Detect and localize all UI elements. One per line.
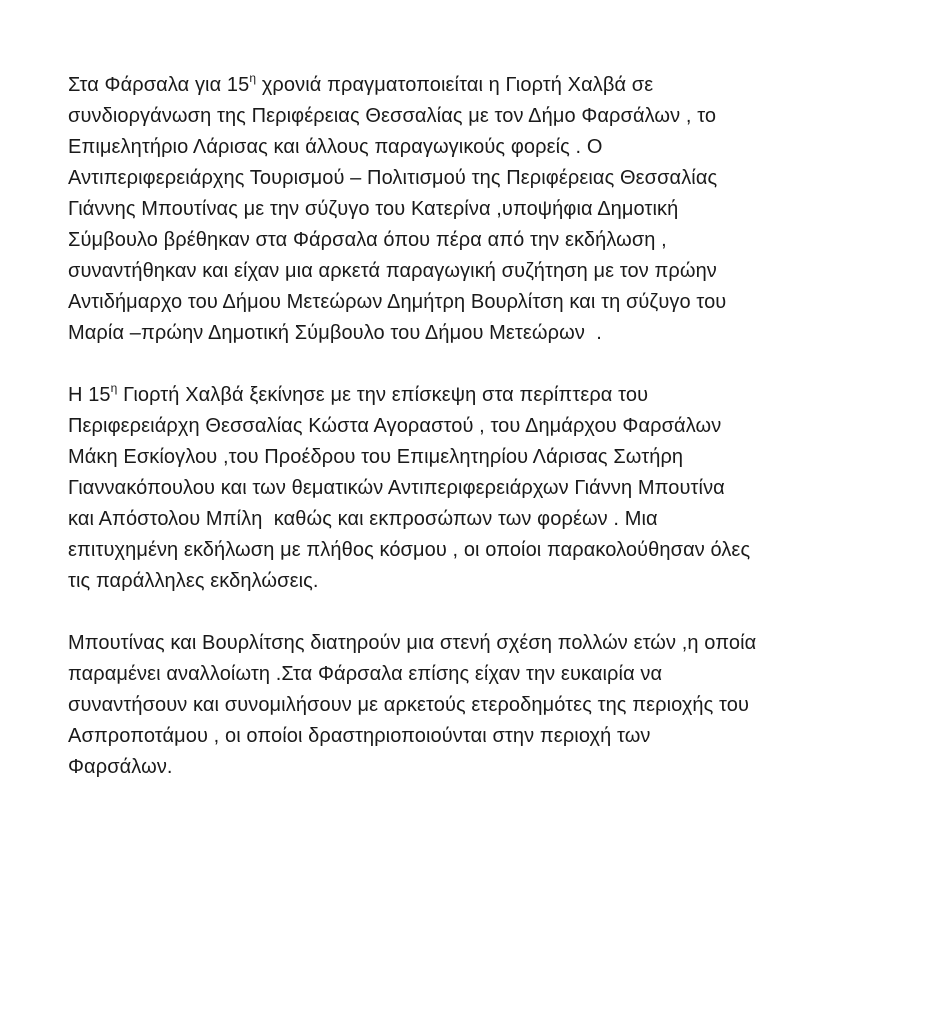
ordinal-superscript: η — [110, 381, 118, 395]
text-line: Ασπροποτάμου , οι οποίοι δραστηριοποιούνται στην περιοχή των — [68, 725, 651, 747]
text-line: Σύμβουλο βρέθηκαν στα Φάρσαλα όπου πέρα από την εκδήλωση , — [68, 229, 667, 251]
text-line: Μαρία –πρώην Δημοτική Σύμβουλο του Δήμου Μετεώρων . — [68, 322, 602, 344]
text-segment: Στα Φάρσαλα για 15 — [68, 74, 250, 96]
text-line: συνδιοργάνωση της Περιφέρειας Θεσσαλίας με τον Δήμο Φαρσάλων , το — [68, 105, 717, 127]
text-segment: Γιορτή Χαλβά ξεκίνησε με την επίσκεψη στα περίπτερα του — [117, 384, 649, 406]
text-line — [68, 70, 868, 101]
text-line: συναντήσουν και συνομιλήσουν με αρκετούς ετεροδημότες της περιοχής του — [68, 694, 750, 716]
text-line: Περιφερειάρχη Θεσσαλίας Κώστα Αγοραστού , του Δημάρχου Φαρσάλων — [68, 415, 722, 437]
text-line: Αντιδήμαρχο του Δήμου Μετεώρων Δημήτρη Βουρλίτση και τη σύζυγο του — [68, 291, 727, 313]
paragraph-2 — [68, 380, 868, 597]
text-line: Αντιπεριφερειάρχης Τουρισμού – Πολιτισμού της Περιφέρειας Θεσσαλίας — [68, 167, 718, 189]
text-line: Επιμελητήριο Λάρισας και άλλους παραγωγικούς φορείς . Ο — [68, 136, 603, 158]
text-line: και Απόστολου Μπίλη καθώς και εκπροσώπων των φορέων . Μια — [68, 508, 658, 530]
text-line — [68, 380, 868, 411]
text-segment: χρονιά πραγματοποιείται η Γιορτή Χαλβά σε — [256, 74, 654, 96]
text-line: παραμένει αναλλοίωτη .Στα Φάρσαλα επίσης είχαν την ευκαιρία να — [68, 663, 663, 685]
ordinal-superscript: η — [249, 71, 257, 85]
paragraph-3 — [68, 628, 868, 783]
text-segment: Η 15 — [68, 384, 111, 406]
document-body — [68, 70, 868, 814]
text-line: τις παράλληλες εκδηλώσεις. — [68, 570, 319, 592]
text-line: Μπουτίνας και Βουρλίτσης διατηρούν μια στενή σχέση πολλών ετών ,η οποία — [68, 632, 757, 654]
text-line: Μάκη Εσκίογλου ,του Προέδρου του Επιμελητηρίου Λάρισας Σωτήρη — [68, 446, 684, 468]
text-line: Γιάννης Μπουτίνας με την σύζυγο του Κατερίνα ,υποψήφια Δημοτική — [68, 198, 679, 220]
text-line: συναντήθηκαν και είχαν μια αρκετά παραγωγική συζήτηση με τον πρώην — [68, 260, 717, 282]
text-line: Φαρσάλων. — [68, 756, 173, 778]
paragraph-1 — [68, 70, 868, 349]
text-line: επιτυχημένη εκδήλωση με πλήθος κόσμου , οι οποίοι παρακολούθησαν όλες — [68, 539, 751, 561]
text-line: Γιαννακόπουλου και των θεματικών Αντιπεριφερειάρχων Γιάννη Μπουτίνα — [68, 477, 725, 499]
